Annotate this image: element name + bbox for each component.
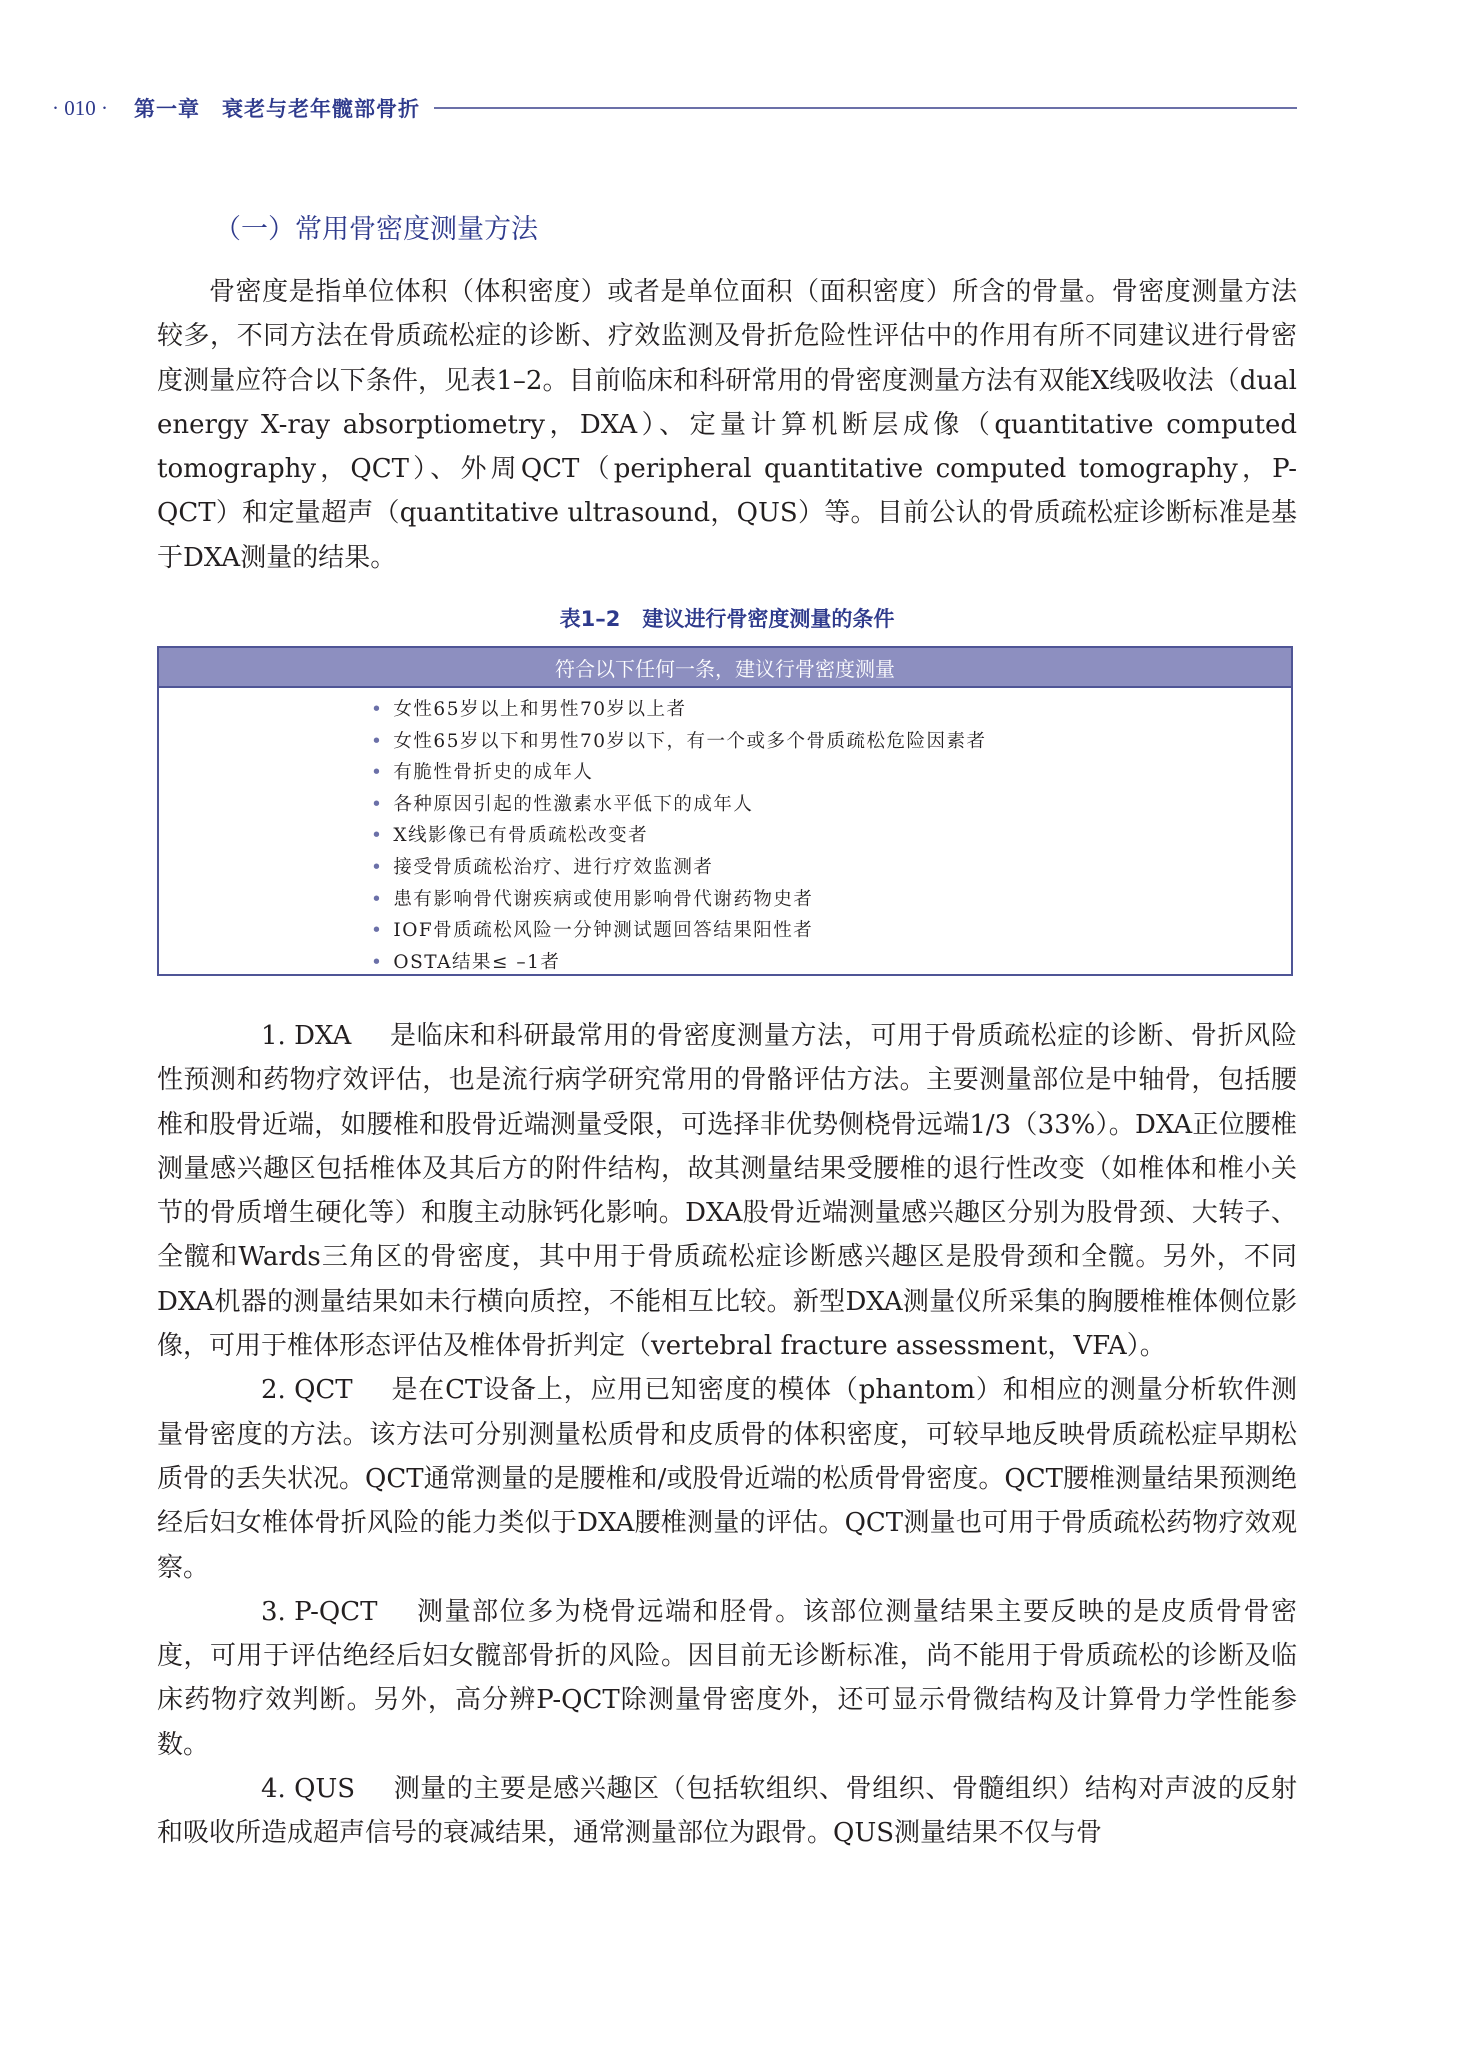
table-caption-number: 表1–2 bbox=[559, 607, 621, 631]
method-paragraph-qus bbox=[157, 1767, 1297, 1856]
list-item bbox=[371, 852, 987, 884]
method-paragraph-pqct bbox=[157, 1590, 1297, 1767]
list-item bbox=[371, 694, 987, 726]
bullet-icon: • bbox=[371, 730, 384, 752]
intro-block bbox=[157, 270, 1297, 580]
list-item bbox=[371, 789, 987, 821]
chapter-title: 第一章 衰老与老年髋部骨折 bbox=[134, 97, 420, 121]
method-title: 1. DXA bbox=[261, 1021, 352, 1051]
list-item-text: 患有影响骨代谢疾病或使用影响骨代谢药物史者 bbox=[393, 888, 814, 910]
table-header: 符合以下任何一条，建议行骨密度测量 bbox=[159, 648, 1291, 688]
list-item-text: 女性65岁以下和男性70岁以下，有一个或多个骨质疏松危险因素者 bbox=[393, 730, 987, 752]
list-item-text: OSTA结果≤ –1者 bbox=[393, 951, 561, 973]
method-title: 3. P-QCT bbox=[261, 1596, 378, 1627]
table-caption-title: 建议进行骨密度测量的条件 bbox=[642, 607, 895, 631]
bullet-icon: • bbox=[371, 951, 384, 973]
bullet-icon: • bbox=[371, 888, 384, 910]
method-title: 4. QUS bbox=[261, 1774, 356, 1805]
intro-paragraph: 骨密度是指单位体积（体积密度）或者是单位面积（面积密度）所含的骨量。骨密度测量方法较多，不同方法在骨质疏松症的诊断、疗效监测及骨折危险性评估中的作用有所不同建议进行骨密度测量应符合以下条件，见表1–2。目前临床和科研常用的骨密度测量方法有双能X线吸收法（dual energy X-ray absorptiometry，DXA）、定量计算机断层成像（quantitative computed tomography，QCT）、外周QCT（peripheral quantitative computed tomography，P-QCT）和定量超声（quantitative ultrasound，QUS）等。目前公认的骨质疏松症诊断标准是基于DXA测量的结果。 bbox=[157, 277, 1297, 573]
table-caption bbox=[157, 603, 1297, 633]
method-text: 测量的主要是感兴趣区（包括软组织、骨组织、骨髓组织）结构对声波的反射和吸收所造成超声信号的衰减结果，通常测量部位为跟骨。QUS测量结果不仅与骨 bbox=[157, 1774, 1297, 1849]
bullet-icon: • bbox=[371, 920, 384, 942]
conditions-table bbox=[157, 646, 1293, 976]
list-item-text: 接受骨质疏松治疗、进行疗效监测者 bbox=[393, 856, 714, 878]
list-item bbox=[371, 884, 987, 916]
method-paragraph-dxa bbox=[157, 1014, 1297, 1368]
bullet-icon: • bbox=[371, 825, 384, 847]
list-item bbox=[371, 726, 987, 758]
method-paragraph-qct bbox=[157, 1368, 1297, 1589]
page-number: · 010 · bbox=[52, 95, 108, 120]
header-rule bbox=[434, 107, 1297, 109]
list-item-text: 女性65岁以上和男性70岁以上者 bbox=[393, 699, 687, 720]
bullet-icon: • bbox=[371, 856, 384, 878]
bullet-icon: • bbox=[371, 699, 384, 720]
section-heading: （一）常用骨密度测量方法 bbox=[214, 214, 538, 245]
list-item bbox=[371, 757, 987, 789]
method-text: 是在CT设备上，应用已知密度的模体（phantom）和相应的测量分析软件测量骨密度的方法。该方法可分别测量松质骨和皮质骨的体积密度，可较早地反映骨质疏松症早期松质骨的丢失状况。QCT通常测量的是腰椎和/或股骨近端的松质骨骨密度。QCT腰椎测量结果预测绝经后妇女椎体骨折风险的能力类似于DXA腰椎测量的评估。QCT测量也可用于骨质疏松药物疗效观察。 bbox=[157, 1375, 1297, 1583]
list-item-text: IOF骨质疏松风险一分钟测试题回答结果阳性者 bbox=[393, 920, 814, 942]
list-item-text: 有脆性骨折史的成年人 bbox=[393, 762, 594, 784]
list-item-text: 各种原因引起的性激素水平低下的成年人 bbox=[393, 793, 754, 815]
method-text: 测量部位多为桡骨远端和胫骨。该部位测量结果主要反映的是皮质骨骨密度，可用于评估绝经后妇女髋部骨折的风险。因目前无诊断标准，尚不能用于骨质疏松的诊断及临床药物疗效判断。另外，高分辨P-QCT除测量骨密度外，还可显示骨微结构及计算骨力学性能参数。 bbox=[157, 1596, 1297, 1760]
methods-block bbox=[157, 1014, 1297, 1856]
list-item bbox=[371, 915, 987, 947]
bullet-icon: • bbox=[371, 762, 384, 784]
running-header bbox=[52, 88, 1297, 128]
bullet-icon: • bbox=[371, 793, 384, 815]
conditions-list bbox=[371, 694, 987, 978]
list-item bbox=[371, 947, 987, 979]
list-item bbox=[371, 820, 987, 852]
list-item-text: X线影像已有骨质疏松改变者 bbox=[393, 825, 649, 847]
method-text: 是临床和科研最常用的骨密度测量方法，可用于骨质疏松症的诊断、骨折风险性预测和药物疗效评估，也是流行病学研究常用的骨骼评估方法。主要测量部位是中轴骨，包括腰椎和股骨近端，如腰椎和股骨近端测量受限，可选择非优势侧桡骨远端1/3（33%）。DXA正位腰椎测量感兴趣区包括椎体及其后方的附件结构，故其测量结果受腰椎的退行性改变（如椎体和椎小关节的骨质增生硬化等）和腹主动脉钙化影响。DXA股骨近端测量感兴趣区分别为股骨颈、大转子、全髋和Wards三角区的骨密度，其中用于骨质疏松症诊断感兴趣区是股骨颈和全髋。另外，不同DXA机器的测量结果如未行横向质控，不能相互比较。新型DXA测量仪所采集的胸腰椎椎体侧位影像，可用于椎体形态评估及椎体骨折判定（vertebral fracture assessment，VFA）。 bbox=[157, 1021, 1297, 1362]
method-title: 2. QCT bbox=[261, 1375, 353, 1406]
